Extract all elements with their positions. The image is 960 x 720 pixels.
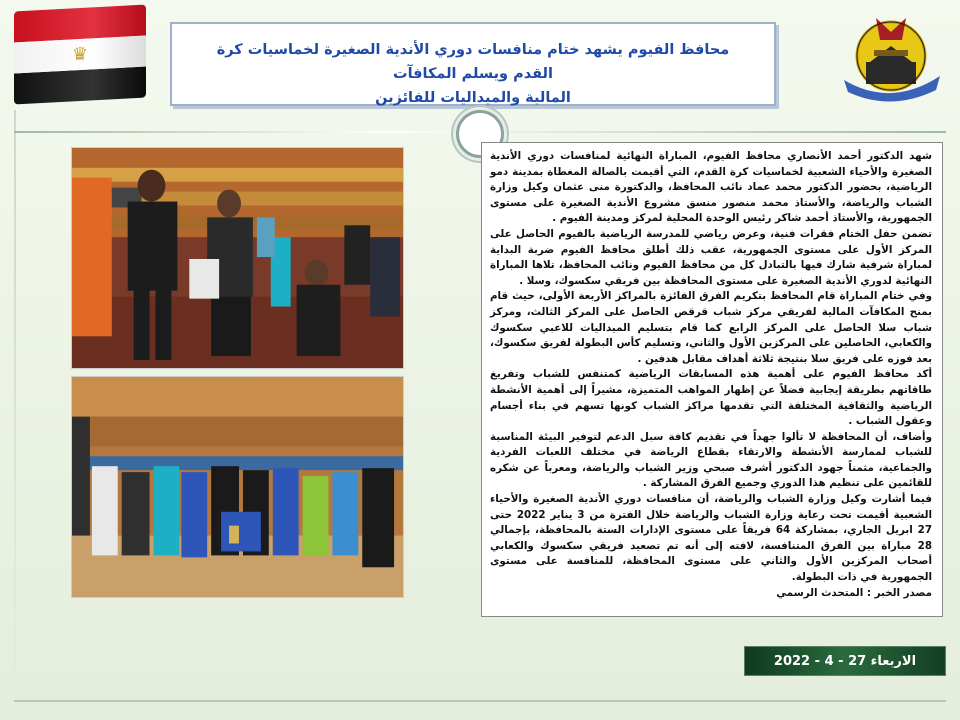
article-paragraph: وفي ختام المباراة قام المحافظ بتكريم الفرق الفائزة بالمراكز الأربعة الأولى، حيث قام بمنح المكافآت المالية لفريقي مركز شباب قرقص الحاصل على المركز الثالث، ومركز شباب سلا الحاصل على المركز الرابع كما قام بتسليم الميداليات للاعبي سكسوك والكعابي، الحاصلين على المركزين الأول والثاني، وتسليم كأس البطولة لفريق سكسوك، بعد فوزه على فريق سلا بنتيجة ثلاثة أهداف مقابل هدفين .: [490, 290, 932, 365]
article-paragraph: فيما أشارت وكيل وزارة الشباب والرياضة، أن منافسات دوري الأندية الصغيرة والأحياء الشعبية أقيمت تحت رعاية وزارة الشباب والرياضة خلال الفترة من 3 يناير 2022 حتى 27 ابريل الجاري، بمشاركة 64 فريقاً على مستوى الإدارات الستة بالمحافظة، بإجمالي 28 مباراة بين الفرق المتنافسة، لافته إلى أنه تم تصعيد فريقي سكسوك والكعابي أصحاب المركزين الأول والثاني على مستوى المحافظة، للمنافسة على مستوى الجمهورية في ذات البطولة.: [490, 493, 932, 584]
eagle-icon: ♛: [71, 43, 89, 66]
article-source: مصدر الخبر : المتحدث الرسمي: [776, 586, 932, 599]
egypt-flag-icon: [14, 5, 146, 104]
event-photo-1: [71, 147, 404, 369]
date-banner: [744, 646, 946, 676]
event-photo-2: [71, 376, 404, 598]
publish-date: الاربعاء 27 - 4 - 2022: [773, 653, 917, 669]
footer-divider: [14, 700, 946, 702]
headline-line-1: محافظ الفيوم يشهد ختام منافسات دوري الأندية الصغيرة لخماسيات كرة القدم ويسلم المكافآت: [216, 42, 730, 82]
article-body: [481, 142, 943, 617]
article-paragraph: شهد الدكتور أحمد الأنصاري محافظ الفيوم، المباراة النهائية لمنافسات دوري الأندية الصغيرة والأحياء الشعبية لخماسيات كرة القدم، التي أقيمت بالصالة المغطاة بمدينة دمو الرياضية، بحضور الدكتور محمد عماد نائب المحافظ، والدكتورة منى عثمان وكيل وزارة الشباب والرياضة، والأستاذ محمد منصور منسق مشروع الأندية الصغيرة على مستوى الجمهورية، والأستاذ أحمد شاكر رئيس الوحدة المحلية لمركز ومدينة الفيوم .: [490, 150, 932, 225]
governorate-logo: [836, 10, 946, 104]
headline-box: [170, 22, 776, 106]
article-paragraph: أكد محافظ الفيوم على أهمية هذه المسابقات الرياضية كمتنفس للشباب وتفريغ طاقاتهم بطريقة إيجابية فضلاً عن إظهار المواهب المتميزة، مشيراً إلى أهمية الأنشطة الرياضية والثقافية المختلفة التي تقدمها مراكز الشباب كونها تسهم في بناء أجسام وعقول الشباب .: [490, 368, 932, 428]
decorative-line-left: [14, 110, 16, 700]
article-paragraph: وأضاف، أن المحافظة لا تألوا جهداً في تقديم كافة سبل الدعم لتوفير البيئة المناسبة للشباب لممارسة الأنشطة والارتقاء بقطاع الرياضة في مختلف اللعبات الفردية والجماعية، مثمناً جهود الدكتور أشرف صبحي وزير الشباب والرياضة، ومعرباً عن شكره للقائمين على تنظيم هذا الدوري وجميع الفرق المشاركة .: [490, 430, 932, 490]
headline-line-2: المالية والميداليات للفائزين: [375, 90, 571, 106]
article-paragraph: تضمن حفل الختام فقرات فنية، وعرض رياضي للمدرسة الرياضية بالفيوم الحاصل على المركز الأول على مستوى الجمهورية، عقب ذلك أطلق محافظ الفيوم ضربة البداية لمباراة شرفية شارك فيها بالتبادل كل من محافظ الفيوم ونائب المحافظ، تلاها المباراة النهائية لدوري الأندية الصغيرة على مستوى المحافظة بين فريقي سكسوك، وسلا .: [490, 227, 932, 287]
